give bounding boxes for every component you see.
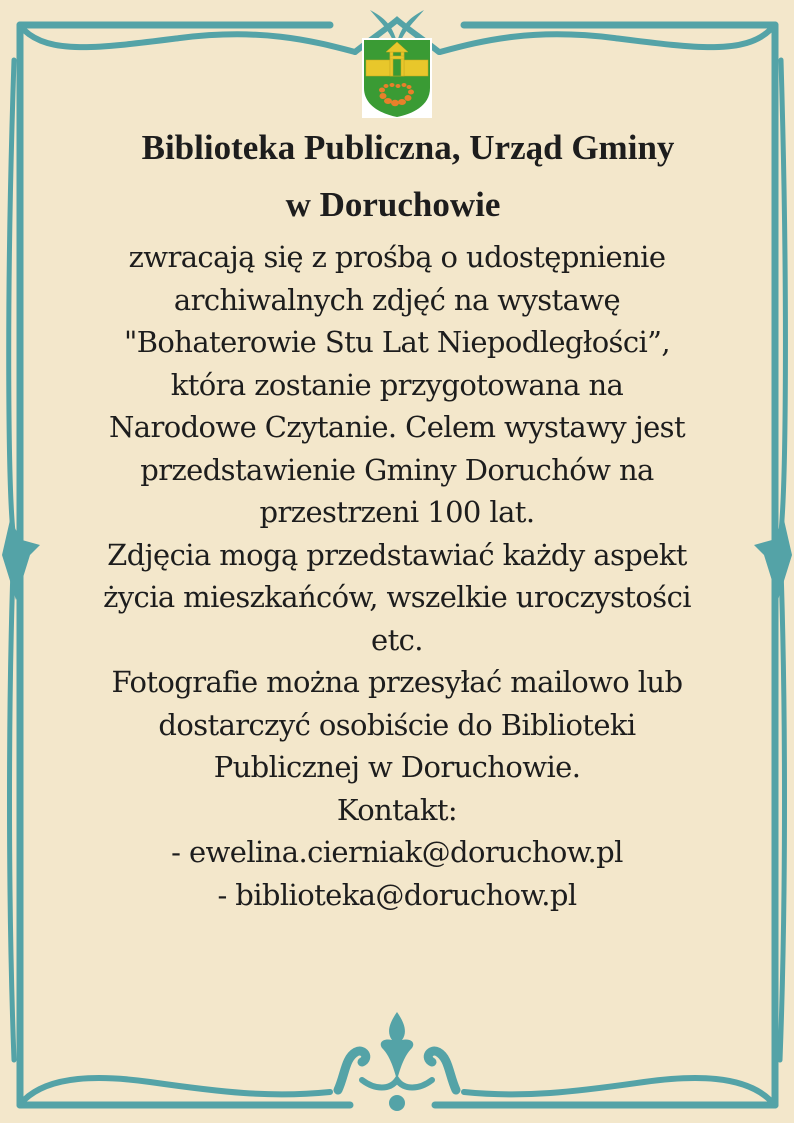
body-line: dostarczyć osobiście do Biblioteki bbox=[158, 707, 636, 742]
body-line: Zdjęcia mogą przedstawiać każdy aspekt bbox=[107, 537, 687, 572]
body-line: archiwalnych zdjęć na wystawę bbox=[173, 282, 621, 317]
body-line: przedstawienie Gminy Doruchów na bbox=[140, 452, 654, 487]
heading-line-2: w Doruchowie bbox=[285, 185, 501, 224]
contact-email[interactable]: - ewelina.cierniak@doruchow.pl bbox=[171, 835, 623, 869]
body-line: Narodowe Czytanie. Celem wystawy jest bbox=[108, 410, 685, 444]
heading-line-1: Biblioteka Publiczna, Urząd Gminy bbox=[141, 128, 675, 167]
body-line: która zostanie przygotowana na bbox=[170, 367, 624, 402]
body-line: "Bohaterowie Stu Lat Niepodległości”, bbox=[123, 325, 671, 359]
contact-label: Kontakt: bbox=[336, 792, 458, 827]
announcement-body bbox=[0, 236, 794, 916]
body-line: zwracają się z prośbą o udostępnienie bbox=[128, 240, 666, 274]
body-line: Publicznej w Doruchowie. bbox=[213, 750, 581, 784]
body-line: przestrzeni 100 lat. bbox=[259, 495, 535, 529]
body-line: etc. bbox=[371, 622, 423, 657]
body-line: Fotografie można przesyłać mailowo lub bbox=[111, 665, 683, 699]
coat-of-arms-icon bbox=[362, 38, 432, 118]
body-line: życia mieszkańców, wszelkie uroczystości bbox=[103, 580, 691, 614]
contact-email[interactable]: - biblioteka@doruchow.pl bbox=[217, 877, 577, 912]
